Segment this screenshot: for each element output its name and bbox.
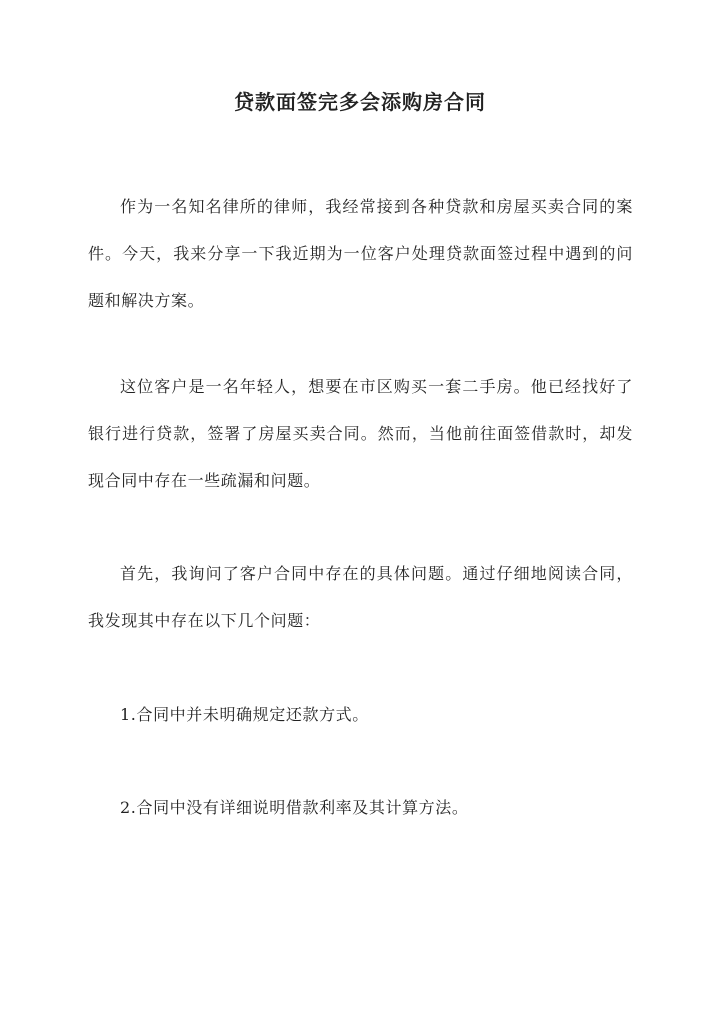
list-item-issue-2: 2.合同中没有详细说明借款利率及其计算方法。 [120,798,469,817]
paragraph-client-background: 这位客户是一名年轻人，想要在市区购买一套二手房。他已经找好了银行进行贷款，签署了房屋买卖合同。然而，当他前往面签借款时，却发现合同中存在一些疏漏和问题。 [88,377,633,490]
paragraph-intro: 作为一名知名律所的律师，我经常接到各种贷款和房屋买卖合同的案件。今天，我来分享一下我近期为一位客户处理贷款面签过程中遇到的问题和解决方案。 [88,197,633,310]
list-item-issue-1: 1.合同中并未明确规定还款方式。 [120,705,369,724]
paragraph-problem-review: 首先，我询问了客户合同中存在的具体问题。通过仔细地阅读合同，我发现其中存在以下几个问题： [88,564,633,630]
document-title: 贷款面签完多会添购房合同 [234,90,486,114]
